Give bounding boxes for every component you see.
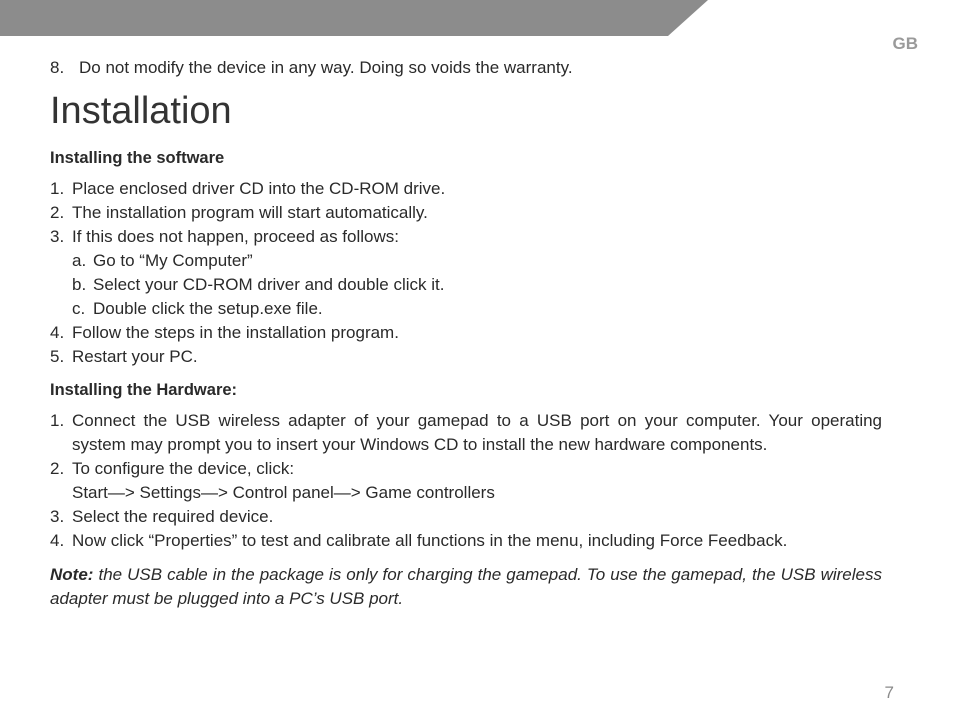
section-heading-hardware: Installing the Hardware:	[50, 381, 238, 399]
list-num: 4.	[50, 323, 65, 342]
list-text: Now click “Properties” to test and calibrate all functions in the menu, including Force Feedback.	[72, 531, 788, 550]
section-heading-software: Installing the software	[50, 149, 225, 167]
list-num: 1.	[50, 179, 65, 198]
list-text: The installation program will start automatically.	[72, 203, 428, 222]
list-text: To configure the device, click:	[72, 459, 295, 478]
list-item	[50, 505, 882, 529]
list-num: a.	[72, 251, 87, 270]
note-label: Note:	[50, 565, 94, 584]
hardware-steps	[50, 409, 882, 553]
list-num: 8.	[50, 58, 65, 77]
list-subitem	[50, 297, 882, 321]
list-subitem	[50, 249, 882, 273]
list-num: 1.	[50, 411, 65, 430]
page-title: Installation	[50, 90, 232, 132]
list-item-prev	[50, 56, 882, 80]
list-text: Select the required device.	[72, 507, 274, 526]
language-code: GB	[892, 34, 918, 53]
list-item	[50, 201, 882, 225]
list-num: 5.	[50, 347, 65, 366]
list-num: 3.	[50, 507, 65, 526]
page-content	[50, 56, 882, 611]
list-text: Double click the setup.exe file.	[93, 299, 323, 318]
list-item	[50, 321, 882, 345]
list-text: Place enclosed driver CD into the CD-ROM drive.	[72, 179, 446, 198]
page-number: 7	[884, 683, 894, 702]
list-num: 2.	[50, 203, 65, 222]
list-text: Go to “My Computer”	[93, 251, 253, 270]
list-item	[50, 177, 882, 201]
software-steps	[50, 177, 882, 369]
list-num: 3.	[50, 227, 65, 246]
list-subitem	[50, 273, 882, 297]
list-num: c.	[72, 299, 86, 318]
list-text: If this does not happen, proceed as follows:	[72, 227, 399, 246]
list-item	[50, 345, 882, 369]
list-item	[50, 457, 882, 481]
list-item	[50, 225, 882, 249]
list-text: Connect the USB wireless adapter of your gamepad to a USB port on your computer. Your operating system may prompt you to insert your Windows CD to install the new hardware components.	[72, 411, 882, 454]
list-text: Restart your PC.	[72, 347, 198, 366]
list-num: 4.	[50, 531, 65, 550]
list-item	[50, 409, 882, 457]
header-banner	[0, 0, 954, 36]
note-text: the USB cable in the package is only for charging the gamepad. To use the gamepad, the USB wireless adapter must be plugged into a PC’s USB port.	[50, 565, 882, 608]
menu-path: Start—> Settings—> Control panel—> Game controllers	[72, 483, 495, 502]
list-text: Follow the steps in the installation program.	[72, 323, 399, 342]
list-num: 2.	[50, 459, 65, 478]
note-paragraph	[50, 563, 882, 611]
list-text: Do not modify the device in any way. Doing so voids the warranty.	[79, 58, 573, 77]
list-item	[50, 529, 882, 553]
list-text: Select your CD-ROM driver and double click it.	[93, 275, 445, 294]
list-num: b.	[72, 275, 87, 294]
